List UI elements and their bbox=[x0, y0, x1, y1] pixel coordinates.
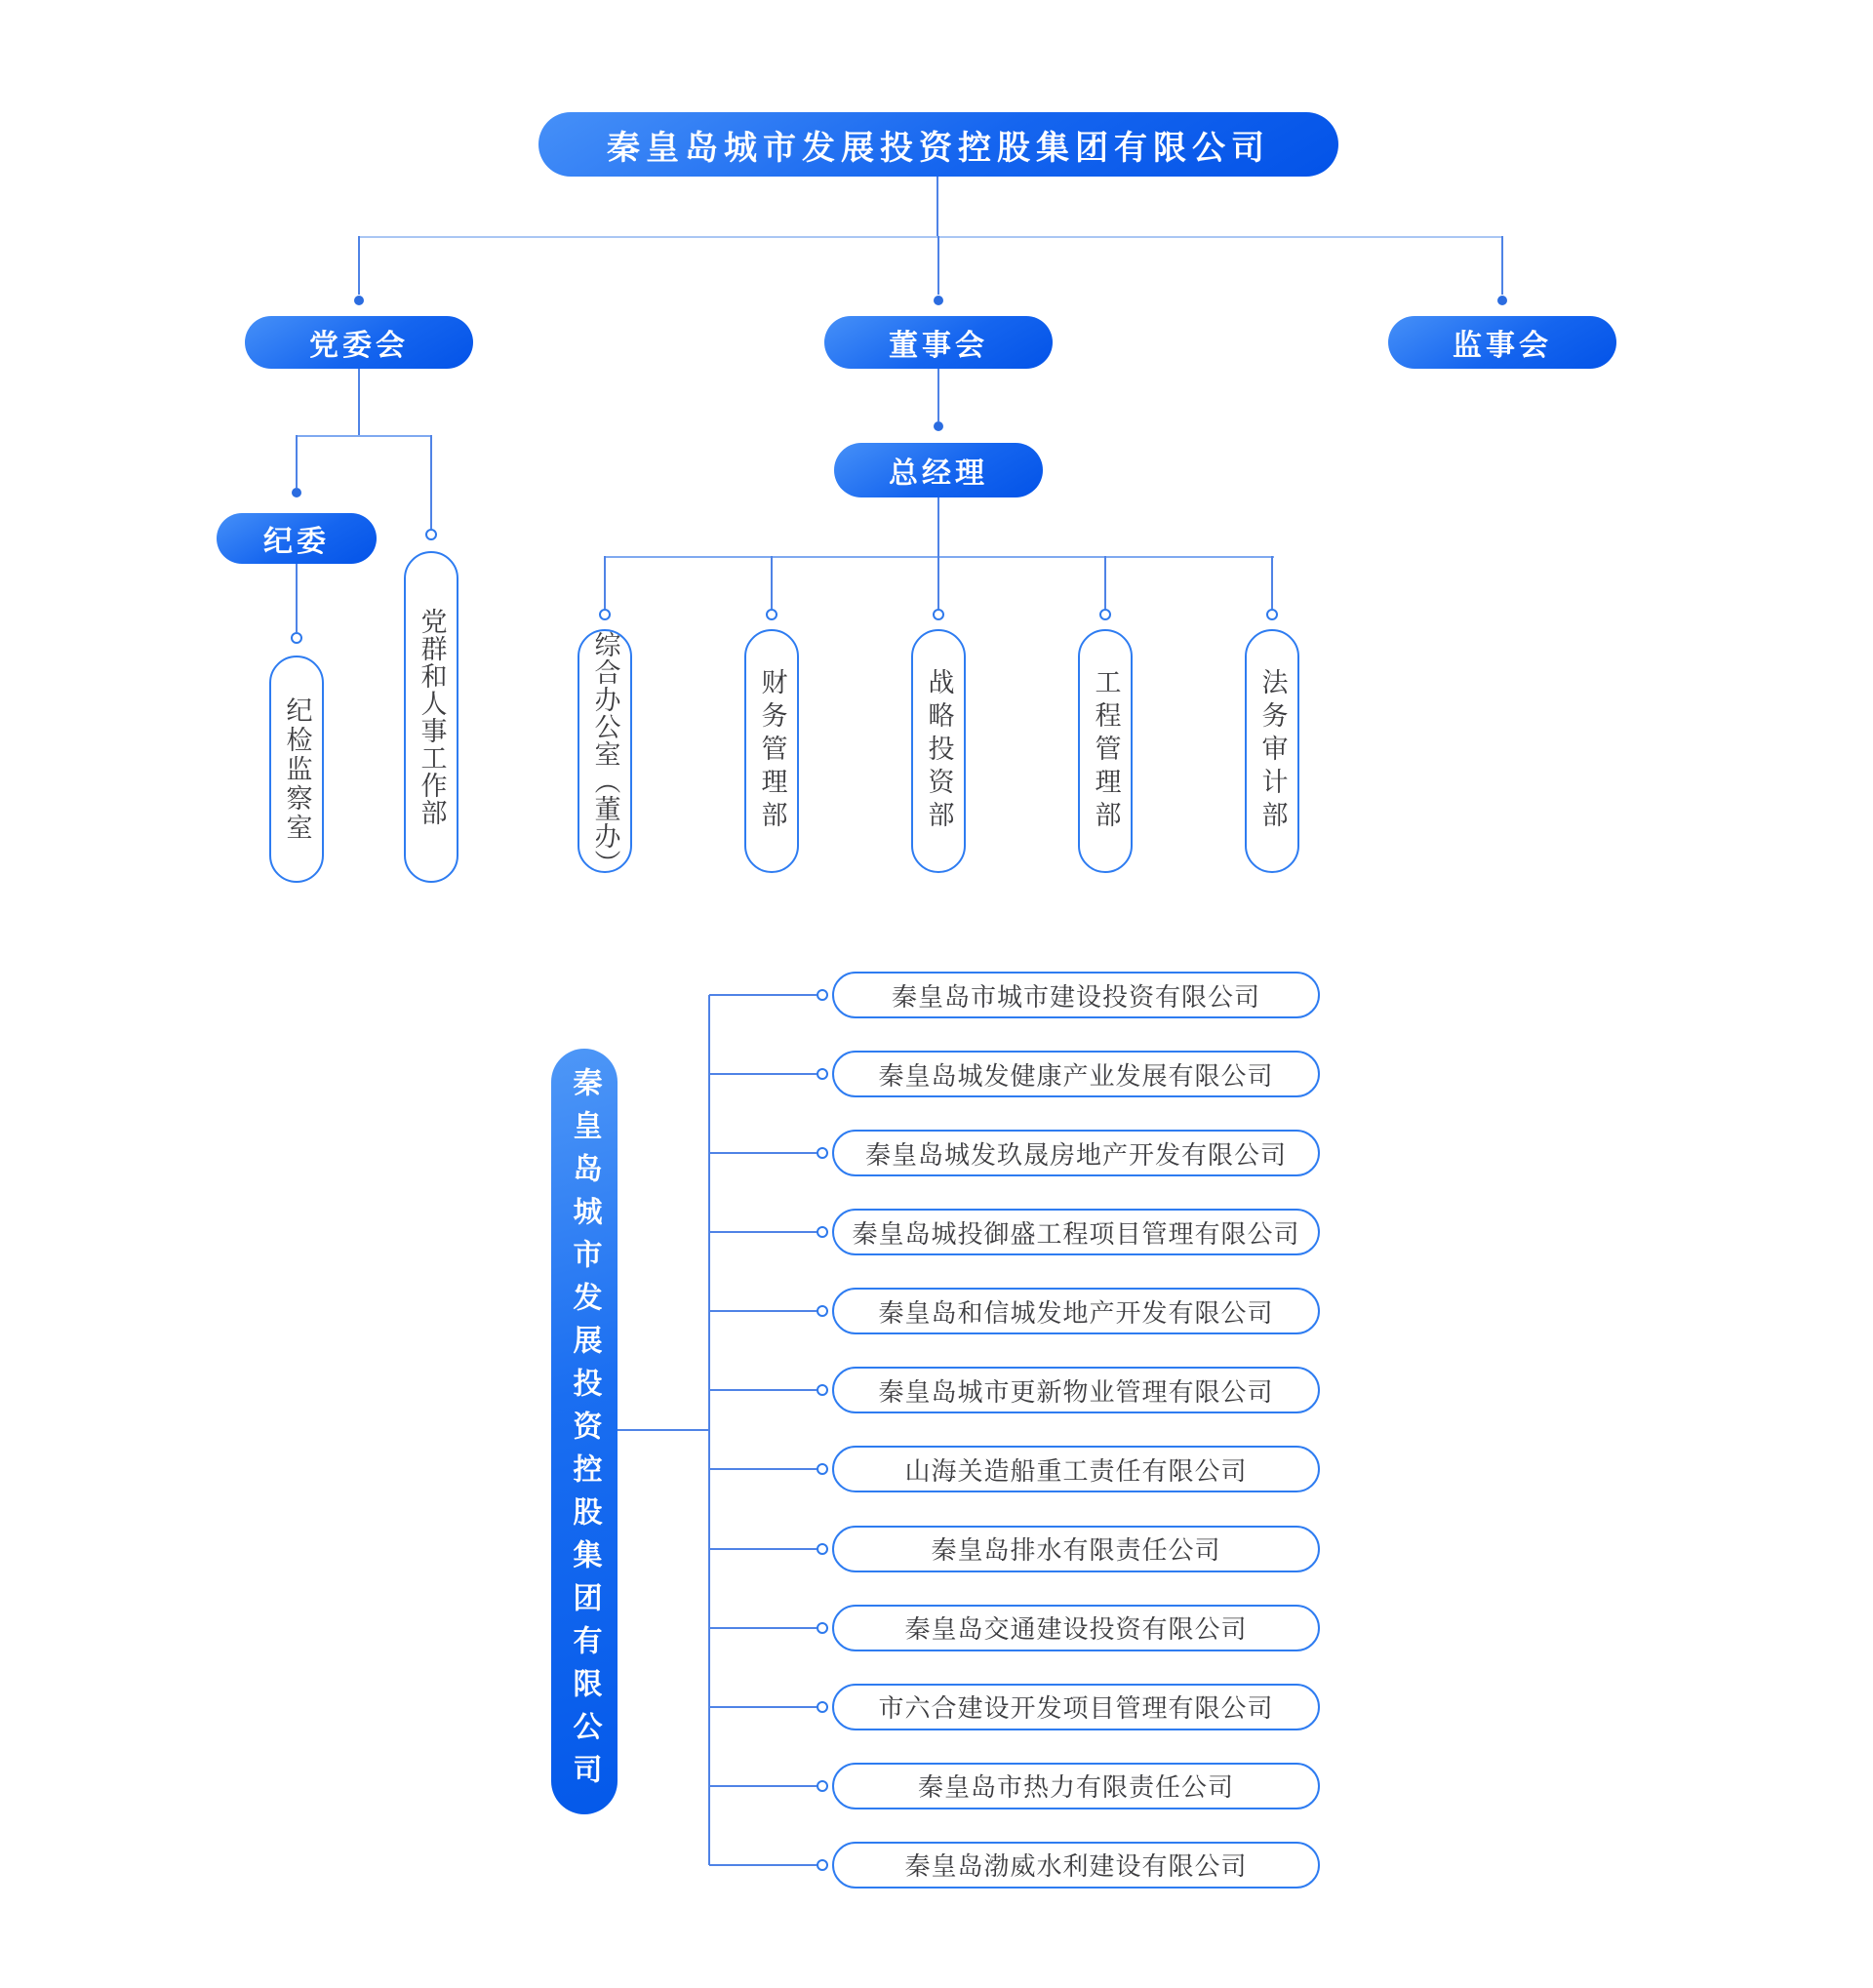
dept-label: 财务管理部 bbox=[757, 668, 787, 834]
root-company-pill bbox=[538, 112, 1338, 177]
connector-line bbox=[709, 1231, 817, 1233]
connector-circle bbox=[933, 609, 944, 620]
connector-line bbox=[1271, 556, 1273, 609]
subsidiary-row bbox=[709, 1605, 1334, 1651]
connector-circle bbox=[817, 1622, 828, 1634]
connector-circle bbox=[817, 989, 828, 1001]
subsidiary-label: 秦皇岛市热力有限责任公司 bbox=[917, 1772, 1234, 1803]
connector-line bbox=[709, 1389, 817, 1391]
dept-label: 战略投资部 bbox=[924, 668, 954, 834]
dept-label: 纪检监察室 bbox=[282, 696, 312, 843]
connector-line bbox=[709, 1152, 817, 1154]
connector-dot bbox=[354, 296, 364, 305]
general-manager-label: 总经理 bbox=[889, 457, 988, 490]
subsidiary-label: 秦皇岛城发玖晟房地产开发有限公司 bbox=[864, 1139, 1287, 1170]
connector-circle bbox=[817, 1068, 828, 1080]
connector-circle bbox=[817, 1226, 828, 1238]
connector-line bbox=[296, 435, 298, 488]
subsidiary-row bbox=[709, 1288, 1334, 1334]
dept-pill-finance bbox=[744, 629, 799, 873]
discipline-committee-label: 纪委 bbox=[263, 526, 330, 558]
connector-circle bbox=[817, 1463, 828, 1475]
connector-line bbox=[709, 994, 817, 996]
subsidiary-label: 秦皇岛排水有限责任公司 bbox=[931, 1535, 1221, 1566]
dept-pill-engineering bbox=[1078, 629, 1133, 873]
connector-line bbox=[709, 1468, 817, 1470]
dept-pill-general-office bbox=[578, 629, 632, 877]
subsidiary-pill bbox=[832, 1209, 1320, 1255]
connector-circle bbox=[817, 1147, 828, 1159]
connector-line bbox=[709, 1627, 817, 1629]
connector-line bbox=[296, 435, 432, 437]
dept-pill-legal-audit bbox=[1245, 629, 1299, 873]
subsidiary-row bbox=[709, 1526, 1334, 1572]
connector-line bbox=[709, 1785, 817, 1787]
connector-dot bbox=[934, 421, 943, 431]
connector-line bbox=[1501, 236, 1503, 295]
dept-label: 法务审计部 bbox=[1257, 668, 1288, 834]
connector-line bbox=[1104, 556, 1106, 609]
subsidiary-pill bbox=[832, 1367, 1320, 1413]
connector-circle bbox=[599, 609, 611, 620]
board-pill bbox=[824, 316, 1053, 369]
supervisory-board-pill bbox=[1388, 316, 1616, 369]
subsidiary-label: 秦皇岛和信城发地产开发有限公司 bbox=[878, 1297, 1274, 1328]
connector-line bbox=[604, 556, 606, 609]
connector-circle bbox=[817, 1780, 828, 1792]
subsidiary-row bbox=[709, 1763, 1334, 1809]
connector-circle bbox=[817, 1384, 828, 1396]
subsidiaries-list bbox=[709, 972, 1334, 1889]
connector-dot bbox=[934, 296, 943, 305]
subsidiary-pill bbox=[832, 1763, 1320, 1809]
connector-circle bbox=[1099, 609, 1111, 620]
general-manager-pill bbox=[834, 443, 1043, 497]
connector-line bbox=[937, 556, 939, 609]
subsidiary-row bbox=[709, 1446, 1334, 1492]
connector-circle bbox=[817, 1701, 828, 1713]
dept-label: 党群和人事工作部 bbox=[417, 608, 447, 826]
connector-line bbox=[937, 369, 939, 421]
dept-label: 工程管理部 bbox=[1091, 668, 1121, 834]
connector-circle bbox=[817, 1543, 828, 1555]
subsidiary-row bbox=[709, 1842, 1334, 1889]
subsidiary-label: 秦皇岛城市更新物业管理有限公司 bbox=[878, 1376, 1274, 1407]
board-label: 董事会 bbox=[889, 330, 988, 362]
subsidiary-row bbox=[709, 1051, 1334, 1097]
discipline-committee-pill bbox=[217, 513, 377, 564]
connector-circle bbox=[425, 529, 437, 540]
subsidiary-pill bbox=[832, 1605, 1320, 1651]
subsidiary-label: 秦皇岛交通建设投资有限公司 bbox=[904, 1614, 1248, 1645]
group-company-label: 秦皇岛城市发展投资控股集团有限公司 bbox=[568, 1066, 601, 1797]
subsidiary-label: 秦皇岛城发健康产业发展有限公司 bbox=[878, 1060, 1274, 1091]
connector-circle bbox=[817, 1305, 828, 1317]
connector-circle bbox=[291, 632, 302, 644]
subsidiary-row bbox=[709, 1130, 1334, 1176]
dept-pill-discipline-inspection-office bbox=[269, 656, 324, 883]
connector-line bbox=[709, 1548, 817, 1550]
connector-line bbox=[937, 497, 939, 556]
connector-line bbox=[771, 556, 773, 609]
subsidiary-pill bbox=[832, 1130, 1320, 1176]
party-committee-label: 党委会 bbox=[309, 330, 409, 362]
dept-pill-party-masses-hr bbox=[404, 551, 458, 883]
connector-circle bbox=[766, 609, 777, 620]
connector-dot bbox=[292, 488, 301, 497]
subsidiary-label: 市六合建设开发项目管理有限公司 bbox=[878, 1693, 1274, 1724]
connector-line bbox=[709, 1073, 817, 1075]
subsidiary-pill bbox=[832, 1684, 1320, 1730]
group-company-pill bbox=[551, 1049, 618, 1814]
connector-line bbox=[709, 1864, 817, 1866]
root-company-label: 秦皇岛城市发展投资控股集团有限公司 bbox=[607, 129, 1270, 167]
subsidiary-label: 秦皇岛渤威水利建设有限公司 bbox=[904, 1851, 1248, 1882]
party-committee-pill bbox=[245, 316, 473, 369]
subsidiary-label: 山海关造船重工责任有限公司 bbox=[904, 1455, 1248, 1486]
subsidiary-label: 秦皇岛城投御盛工程项目管理有限公司 bbox=[852, 1218, 1300, 1249]
subsidiary-pill bbox=[832, 972, 1320, 1018]
subsidiary-pill bbox=[832, 1051, 1320, 1097]
connector-circle bbox=[817, 1859, 828, 1871]
connector-dot bbox=[1497, 296, 1507, 305]
subsidiary-label: 秦皇岛市城市建设投资有限公司 bbox=[891, 981, 1260, 1012]
subsidiary-pill bbox=[832, 1446, 1320, 1492]
connector-line bbox=[358, 369, 360, 435]
connector-line bbox=[296, 564, 298, 632]
subsidiary-row bbox=[709, 972, 1334, 1018]
subsidiary-row bbox=[709, 1684, 1334, 1730]
subsidiary-pill bbox=[832, 1288, 1320, 1334]
subsidiary-row bbox=[709, 1367, 1334, 1413]
connector-line bbox=[709, 1706, 817, 1708]
connector-line bbox=[358, 236, 360, 295]
connector-line bbox=[358, 236, 1503, 238]
subsidiary-row bbox=[709, 1209, 1334, 1255]
subsidiary-pill bbox=[832, 1842, 1320, 1889]
connector-line bbox=[709, 1310, 817, 1312]
connector-line bbox=[937, 236, 939, 295]
connector-circle bbox=[1266, 609, 1278, 620]
connector-line bbox=[430, 435, 432, 529]
connector-line bbox=[618, 1429, 709, 1431]
dept-pill-strategic-investment bbox=[911, 629, 966, 873]
supervisory-board-label: 监事会 bbox=[1453, 330, 1552, 362]
connector-line bbox=[936, 177, 938, 236]
subsidiary-pill bbox=[832, 1526, 1320, 1572]
dept-label: 综合办公室（董办） bbox=[590, 631, 620, 877]
